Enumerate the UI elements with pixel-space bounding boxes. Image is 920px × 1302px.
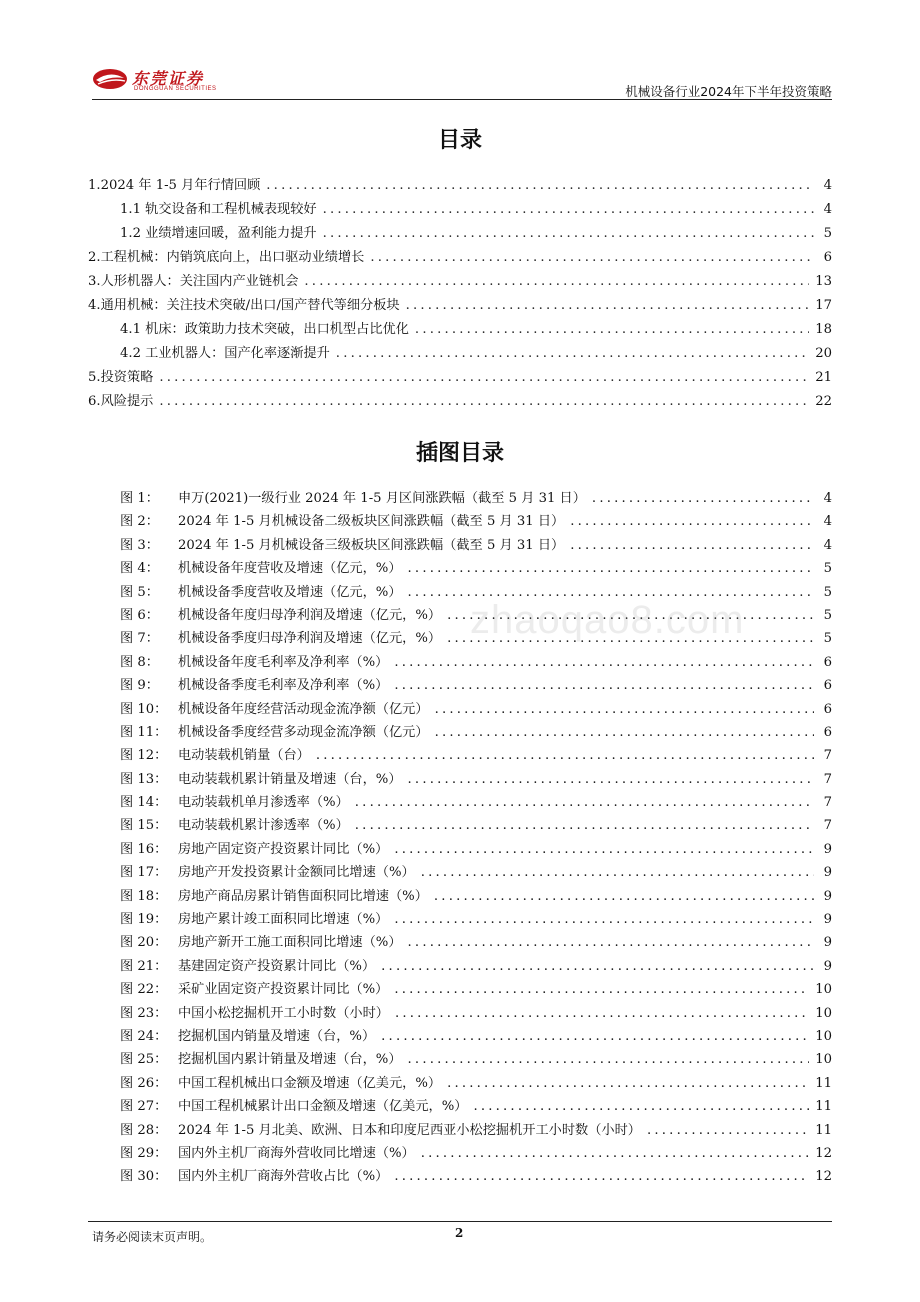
figure-number: 图 12： (120, 748, 168, 764)
figure-number: 图 11： (120, 724, 168, 740)
figure-page: 9 (823, 935, 832, 951)
logo-text-en: DONGGUAN SECURITIES (134, 86, 217, 92)
figure-page: 10 (815, 1005, 832, 1021)
figure-label: 机械设备季度归母净利润及增速（亿元，%） (178, 631, 442, 647)
logo-icon (92, 68, 128, 90)
figure-page: 10 (815, 982, 832, 998)
figure-number: 图 4： (120, 561, 159, 577)
figure-label: 中国工程机械出口金额及增速（亿美元，%） (178, 1075, 442, 1091)
figure-number: 图 18： (120, 888, 168, 904)
toc-item-page: 4 (823, 202, 832, 217)
dot-leader (408, 772, 814, 787)
page-header (92, 62, 832, 102)
dot-leader (395, 1006, 809, 1021)
figure-page: 9 (823, 865, 832, 881)
figure-item[interactable] (120, 978, 832, 1001)
figure-item[interactable] (120, 861, 832, 884)
toc-item-label: 6.风险提示 (88, 394, 154, 409)
report-title: 机械设备行业2024年下半年投资策略 (625, 84, 832, 99)
figure-number: 图 1： (120, 491, 159, 506)
dot-leader (408, 561, 814, 576)
dot-leader (323, 226, 814, 241)
figure-item[interactable] (120, 1165, 832, 1188)
figure-number: 图 2： (120, 514, 159, 530)
figure-page: 12 (815, 1169, 832, 1185)
figure-number: 图 7： (120, 631, 159, 647)
figure-page: 7 (823, 748, 832, 764)
dot-leader (323, 202, 814, 217)
dot-leader (266, 178, 814, 193)
figure-item[interactable] (120, 838, 832, 861)
toc-item[interactable] (88, 390, 832, 414)
figure-label: 房地产商品房累计销售面积同比增速（%） (178, 888, 428, 904)
dot-leader (435, 702, 814, 717)
toc-item-label: 4.通用机械：关注技术突破/出口/国产替代等细分板块 (88, 298, 400, 313)
figure-number: 图 28： (120, 1122, 168, 1138)
figure-page: 5 (823, 631, 832, 647)
figure-number: 图 9： (120, 678, 159, 694)
figure-number: 图 6： (120, 607, 159, 623)
dot-leader (394, 842, 814, 857)
watermark: zhaoqao8.com (470, 598, 745, 642)
figure-item[interactable] (120, 744, 832, 767)
figure-label: 机械设备季度经营多动现金流净额（亿元） (178, 724, 429, 740)
figure-label: 挖掘机国内累计销量及增速（台，%） (178, 1052, 402, 1068)
figure-item[interactable] (120, 674, 832, 697)
figure-page: 7 (823, 795, 832, 811)
dot-leader (316, 748, 814, 763)
figure-page: 11 (815, 1075, 832, 1091)
figure-item[interactable] (120, 1048, 832, 1071)
dot-leader (447, 1076, 809, 1091)
figure-item[interactable] (120, 534, 832, 557)
toc-item-page: 21 (815, 370, 832, 385)
figure-label: 房地产新开工施工面积同比增速（%） (178, 935, 402, 951)
figure-label: 国内外主机厂商海外营收占比（%） (178, 1169, 389, 1185)
toc-item-page: 20 (815, 346, 832, 361)
dot-leader (394, 678, 814, 693)
figure-item[interactable] (120, 955, 832, 978)
dot-leader (159, 394, 809, 409)
figure-label: 电动装载机销量（台） (178, 748, 310, 764)
figure-item[interactable] (120, 1025, 832, 1048)
figure-label: 2024 年 1-5 月机械设备三级板块区间涨跌幅（截至 5 月 31 日） (178, 537, 565, 553)
dot-leader (304, 274, 809, 289)
dot-leader (336, 346, 809, 361)
dot-leader (570, 514, 814, 529)
figure-item[interactable] (120, 908, 832, 931)
dot-leader (408, 935, 814, 950)
toc-item-label: 3.人形机器人：关注国内产业链机会 (88, 274, 299, 289)
figure-label: 采矿业固定资产投资累计同比（%） (178, 982, 389, 998)
figure-number: 图 16： (120, 841, 168, 857)
figure-label: 机械设备季度营收及增速（亿元，%） (178, 584, 402, 600)
dot-leader (421, 1146, 810, 1161)
figure-item[interactable] (120, 651, 832, 674)
figure-label: 2024 年 1-5 月机械设备二级板块区间涨跌幅（截至 5 月 31 日） (178, 514, 565, 530)
figure-item[interactable] (120, 721, 832, 744)
dot-leader (434, 889, 814, 904)
dot-leader (381, 959, 814, 974)
figure-page: 6 (823, 724, 832, 740)
figure-label: 机械设备年度营收及增速（亿元，%） (178, 561, 402, 577)
figure-item[interactable] (120, 510, 832, 533)
figure-label: 电动装载机累计渗透率（%） (178, 818, 349, 834)
figure-label: 电动装载机累计销量及增速（台，%） (178, 771, 402, 787)
toc-item-page: 5 (823, 226, 832, 241)
figure-label: 国内外主机厂商海外营收同比增速（%） (178, 1145, 415, 1161)
table-of-contents (88, 174, 832, 414)
figure-page: 5 (823, 584, 832, 600)
dot-leader (406, 298, 810, 313)
toc-item-label: 1.1 轨交设备和工程机械表现较好 (120, 202, 317, 217)
dot-leader (355, 795, 814, 810)
toc-item[interactable] (88, 294, 832, 318)
toc-item[interactable] (88, 270, 832, 294)
figure-page: 6 (823, 701, 832, 717)
toc-item-label: 4.2 工业机器人：国产化率逐渐提升 (120, 346, 330, 361)
dot-leader (394, 912, 814, 927)
footer-divider (88, 1221, 832, 1222)
figure-label: 机械设备年度经营活动现金流净额（亿元） (178, 701, 429, 717)
figure-page: 11 (815, 1099, 832, 1115)
toc-title: 目录 (437, 128, 482, 153)
figure-item[interactable] (120, 1002, 832, 1025)
dot-leader (421, 865, 814, 880)
dot-leader (394, 982, 809, 997)
dot-leader (592, 491, 814, 506)
figure-label: 2024 年 1-5 月北美、欧洲、日本和印度尼西亚小松挖掘机开工小时数（小时） (178, 1122, 641, 1138)
figure-page: 10 (815, 1028, 832, 1044)
figure-label: 中国小松挖掘机开工小时数（小时） (178, 1005, 389, 1021)
figure-label: 电动装载机单月渗透率（%） (178, 795, 349, 811)
toc-item[interactable] (88, 198, 832, 222)
toc-item[interactable] (88, 366, 832, 390)
figure-number: 图 15： (120, 818, 168, 834)
figure-item[interactable] (120, 768, 832, 791)
figure-number: 图 25： (120, 1052, 168, 1068)
figure-number: 图 17： (120, 865, 168, 881)
page-number: 2 (455, 1226, 464, 1240)
toc-item-page: 18 (815, 322, 832, 337)
figure-page: 7 (823, 771, 832, 787)
figure-label: 挖掘机国内销量及增速（台，%） (178, 1028, 376, 1044)
toc-item-label: 4.1 机床：政策助力技术突破，出口机型占比优化 (120, 322, 409, 337)
figure-label: 中国工程机械累计出口金额及增速（亿美元，%） (178, 1099, 468, 1115)
figure-number: 图 14： (120, 795, 168, 811)
figure-page: 9 (823, 912, 832, 928)
header-divider (92, 99, 832, 100)
figure-page: 9 (823, 888, 832, 904)
figure-number: 图 19： (120, 912, 168, 928)
dot-leader (473, 1099, 809, 1114)
figure-label: 房地产累计竣工面积同比增速（%） (178, 912, 389, 928)
figure-label: 机械设备年度归母净利润及增速（亿元，%） (178, 607, 442, 623)
figure-label: 房地产固定资产投资累计同比（%） (178, 841, 389, 857)
figure-page: 9 (823, 841, 832, 857)
toc-item-label: 5.投资策略 (88, 370, 154, 385)
dot-leader (415, 322, 809, 337)
figure-page: 5 (823, 561, 832, 577)
figure-page: 7 (823, 818, 832, 834)
company-logo (92, 62, 272, 98)
figure-item[interactable] (120, 1095, 832, 1118)
figure-page: 6 (823, 678, 832, 694)
dot-leader (435, 725, 814, 740)
toc-item[interactable] (88, 222, 832, 246)
toc-item-page: 17 (815, 298, 832, 313)
figure-item[interactable] (120, 698, 832, 721)
figure-item[interactable] (120, 1119, 832, 1142)
toc-item[interactable] (88, 246, 832, 270)
dot-leader (394, 655, 814, 670)
toc-item[interactable] (88, 174, 832, 198)
dot-leader (570, 538, 814, 553)
figure-number: 图 22： (120, 982, 168, 998)
figure-number: 图 20： (120, 935, 168, 951)
toc-item-label: 1.2 业绩增速回暖，盈利能力提升 (120, 226, 317, 241)
figure-list (120, 487, 832, 1189)
dot-leader (370, 250, 814, 265)
figures-title: 插图目录 (415, 441, 504, 466)
figure-number: 图 30： (120, 1169, 168, 1185)
dot-leader (394, 1169, 809, 1184)
logo-text-cn: 东莞证券 (132, 69, 205, 88)
figure-number: 图 8： (120, 654, 159, 670)
dot-leader (355, 818, 814, 833)
figure-number: 图 26： (120, 1075, 168, 1091)
figure-label: 基建固定资产投资累计同比（%） (178, 958, 376, 974)
figure-number: 图 5： (120, 584, 159, 600)
figure-number: 图 13： (120, 771, 168, 787)
figure-page: 10 (815, 1052, 832, 1068)
figure-number: 图 29： (120, 1145, 168, 1161)
toc-item-page: 4 (823, 178, 832, 193)
figure-item[interactable] (120, 931, 832, 954)
figure-item[interactable] (120, 885, 832, 908)
disclaimer-note: 请务必阅读末页声明。 (92, 1230, 213, 1244)
figure-item[interactable] (120, 1142, 832, 1165)
figure-item[interactable] (120, 487, 832, 510)
figure-number: 图 10： (120, 701, 168, 717)
figure-label: 机械设备年度毛利率及净利率（%） (178, 654, 389, 670)
figure-number: 图 3： (120, 537, 159, 553)
dot-leader (381, 1029, 809, 1044)
figure-number: 图 24： (120, 1028, 168, 1044)
figure-label: 机械设备季度毛利率及净利率（%） (178, 678, 389, 694)
toc-item-page: 6 (823, 250, 832, 265)
figure-label: 房地产开发投资累计金额同比增速（%） (178, 865, 415, 881)
dot-leader (647, 1123, 809, 1138)
dot-leader (408, 1052, 810, 1067)
figure-number: 图 27： (120, 1099, 168, 1115)
figure-item[interactable] (120, 791, 832, 814)
figure-label: 申万(2021)一级行业 2024 年 1-5 月区间涨跌幅（截至 5 月 31 日） (178, 491, 586, 506)
figure-page: 5 (823, 607, 832, 623)
figure-page: 4 (823, 514, 832, 530)
toc-item[interactable] (88, 342, 832, 366)
figure-item[interactable] (120, 1072, 832, 1095)
toc-item[interactable] (88, 318, 832, 342)
figure-page: 9 (823, 958, 832, 974)
figure-item[interactable] (120, 557, 832, 580)
figure-number: 图 21： (120, 958, 168, 974)
toc-item-label: 2.工程机械：内销筑底向上，出口驱动业绩增长 (88, 250, 365, 265)
figure-page: 11 (815, 1122, 832, 1138)
toc-item-page: 13 (815, 274, 832, 289)
figure-page: 6 (823, 654, 832, 670)
figure-item[interactable] (120, 814, 832, 837)
toc-item-label: 1.2024 年 1-5 月年行情回顾 (88, 178, 261, 193)
toc-item-page: 22 (815, 394, 832, 409)
figure-number: 图 23： (120, 1005, 168, 1021)
figure-page: 12 (815, 1145, 832, 1161)
figure-page: 4 (823, 537, 832, 553)
figure-page: 4 (823, 491, 832, 506)
dot-leader (159, 370, 809, 385)
